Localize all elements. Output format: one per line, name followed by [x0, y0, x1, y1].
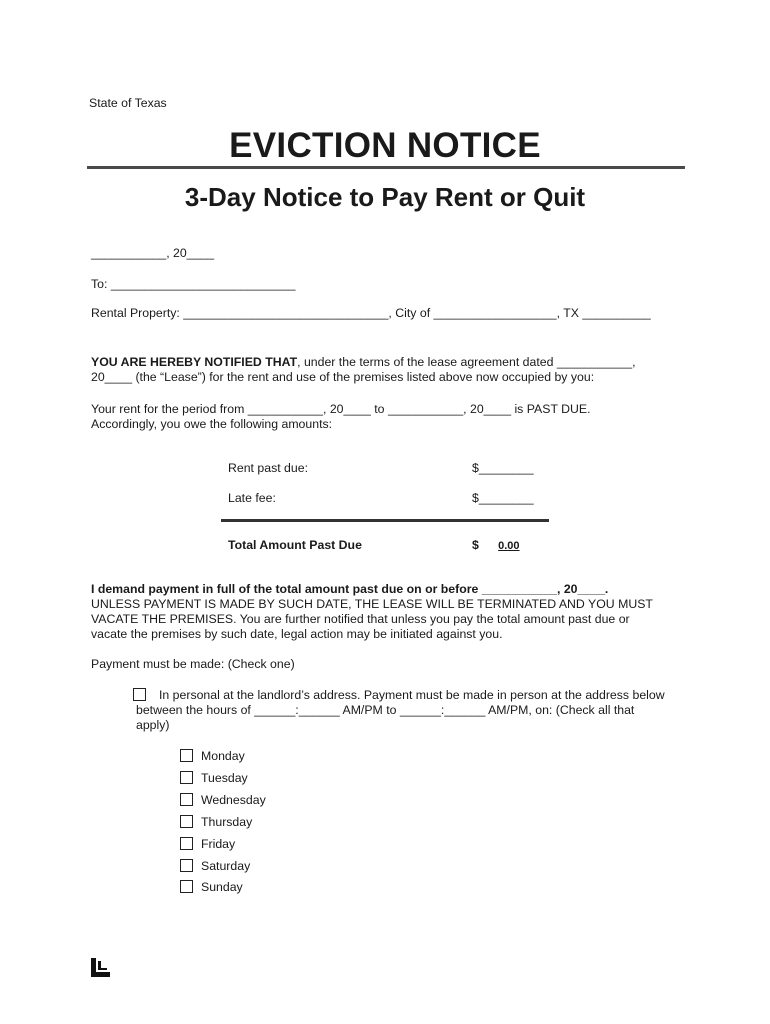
sunday-checkbox[interactable] — [180, 880, 193, 893]
notice-lead-rest: , under the terms of the lease agreement dated ___________, — [297, 355, 636, 369]
total-divider — [221, 519, 549, 522]
total-value: 0.00 — [498, 540, 520, 552]
friday-checkbox[interactable] — [180, 837, 193, 850]
total-amount — [472, 538, 539, 554]
day-label-saturday: Saturday — [201, 859, 251, 873]
payment-intro: Payment must be made: (Check one) — [91, 657, 295, 671]
wednesday-checkbox[interactable] — [180, 793, 193, 806]
late-fee-field[interactable]: $________ — [472, 491, 534, 505]
legal-document-logo-icon — [91, 958, 110, 977]
total-currency: $ — [472, 538, 479, 552]
demand-line-4: vacate the premises by such date, legal action may be initiated against you. — [91, 627, 503, 641]
option1-line-3: apply) — [136, 718, 170, 732]
demand-line-1[interactable]: I demand payment in full of the total amount past due on or before ___________, 20____. — [91, 582, 609, 596]
day-label-sunday: Sunday — [201, 880, 243, 894]
day-label-thursday: Thursday — [201, 815, 253, 829]
thursday-checkbox[interactable] — [180, 815, 193, 828]
rent-past-due-label: Rent past due: — [228, 461, 308, 475]
option1-line-1: In personal at the landlord’s address. Payment must be made in person at the address below — [159, 688, 665, 702]
option1-line-2[interactable]: between the hours of ______:______ AM/PM to ______:______ AM/PM, on: (Check all that — [136, 703, 635, 717]
day-label-monday: Monday — [201, 749, 245, 763]
tuesday-checkbox[interactable] — [180, 771, 193, 784]
notice-line-1 — [91, 355, 636, 370]
demand-line-3: VACATE THE PREMISES. You are further notified that unless you pay the total amount past due or — [91, 612, 630, 626]
rent-past-due-field[interactable]: $________ — [472, 461, 534, 475]
notice-line-2: 20____ (the “Lease”) for the rent and use of the premises listed above now occupied by you: — [91, 370, 595, 384]
to-field[interactable]: To: ___________________________ — [91, 277, 296, 291]
state-label: State of Texas — [89, 96, 167, 110]
total-label: Total Amount Past Due — [228, 538, 362, 552]
day-label-friday: Friday — [201, 837, 236, 851]
saturday-checkbox[interactable] — [180, 859, 193, 872]
day-label-wednesday: Wednesday — [201, 793, 266, 807]
rent-period-line[interactable]: Your rent for the period from ___________, 20____ to ___________, 20____ is PAST DUE. — [91, 402, 591, 416]
monday-checkbox[interactable] — [180, 749, 193, 762]
date-field[interactable]: ___________, 20____ — [91, 246, 215, 260]
late-fee-label: Late fee: — [228, 491, 276, 505]
rental-property-field[interactable]: Rental Property: ______________________________, City of __________________, TX __________ — [91, 306, 651, 320]
demand-line-2: UNLESS PAYMENT IS MADE BY SUCH DATE, THE LEASE WILL BE TERMINATED AND YOU MUST — [91, 597, 653, 611]
in-person-checkbox[interactable] — [133, 688, 146, 701]
document-subtitle: 3-Day Notice to Pay Rent or Quit — [184, 182, 586, 212]
document-title: EVICTION NOTICE — [229, 126, 541, 165]
amounts-intro: Accordingly, you owe the following amounts: — [91, 417, 333, 431]
title-divider — [87, 166, 685, 169]
notice-lead: YOU ARE HEREBY NOTIFIED THAT — [91, 355, 298, 369]
day-label-tuesday: Tuesday — [201, 771, 248, 785]
